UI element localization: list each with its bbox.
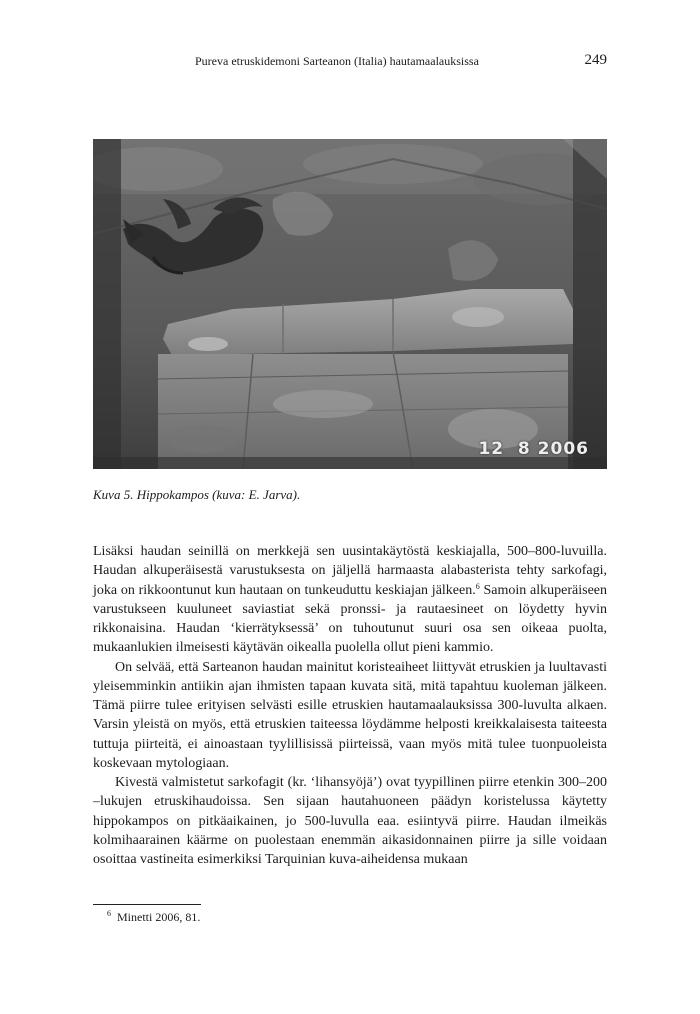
paragraph-3: Kivestä valmistetut sarkofagit (kr. ‘lihansyöjä’) ovat tyypillinen piirre etenkin 300–200 –lukujen etruskihaudoissa. Sen sijaan hautahuoneen päädyn koristelussa käytetty hippokampos on pitkäaikainen, jo 500-luvulla eaa. esiintyvä piirre. Haudan ilmeikäs kolmihaarainen käärme on puolestaan enemmän aikasidonnainen piirre ja sille voidaan osoittaa vastineita esimerkiksi Tarquinian kuva-aiheidensa mukaan xyxy=(93,775,607,867)
footnote-number: 6 xyxy=(107,909,111,918)
tomb-photograph xyxy=(93,139,607,469)
running-title: Pureva etruskidemoni Sarteanon (Italia) hautamaalauksissa xyxy=(195,54,479,68)
photo-drawing xyxy=(93,139,607,469)
paragraph-1-text-a: Lisäksi haudan seinillä on merkkejä sen uusintakäytöstä keskiajalla, 500–800-luvuilla. Haudan alkuperäisestä varustuksesta on jäljellä harmaasta alabasterista tehty sarkofagi, joka on rikkoontunut kun hautaan on tunkeuduttu keskiajan jälkeen. xyxy=(93,544,607,598)
photo-date-stamp: 12 8 2006 xyxy=(478,439,589,459)
paragraph-1 xyxy=(93,542,607,658)
figure-caption: Kuva 5. Hippokampos (kuva: E. Jarva). xyxy=(93,487,301,502)
footnote xyxy=(107,910,200,925)
body-text xyxy=(93,542,607,869)
paragraph-2: On selvää, että Sarteanon haudan mainitut koristeaiheet liittyvät etruskien ja luultavasti yleisemminkin antiikin ajan ihmisten tapaan kuvata sitä, mitä tapahtuu kuoleman jälkeen. Tämä piirre tulee erityisen selvästi esille etruskien hautamaalauksissa 300-luvulta alkaen. Varsin yleistä on myös, että etruskien taiteessa löydämme helposti kreikkalaisesta taiteesta tuttuja piirteitä, ei ainoastaan tyylillisissä piirteissä, vaan myös mitä tulee tuonpuoleista koskevaan mytologiaan. xyxy=(93,659,607,771)
footnote-reference[interactable]: 6 xyxy=(475,581,480,591)
page-number: 249 xyxy=(584,52,607,68)
paragraph-1-text-b: Samoin alkuperäiseen varustukseen kuuluneet saviastiat sekä pronssi- ja rautaesineet on löydetty hyvin rikkonaisina. Haudan ‘kierrätyksessä’ on tuhoutunut suuri osa sen oikeaa puolta, mukaanlukien ilmeisesti käytävän oikealla puolella ollut pieni kammio. xyxy=(93,582,607,656)
footnote-divider xyxy=(93,904,201,905)
footnote-text: Minetti 2006, 81. xyxy=(117,910,201,924)
